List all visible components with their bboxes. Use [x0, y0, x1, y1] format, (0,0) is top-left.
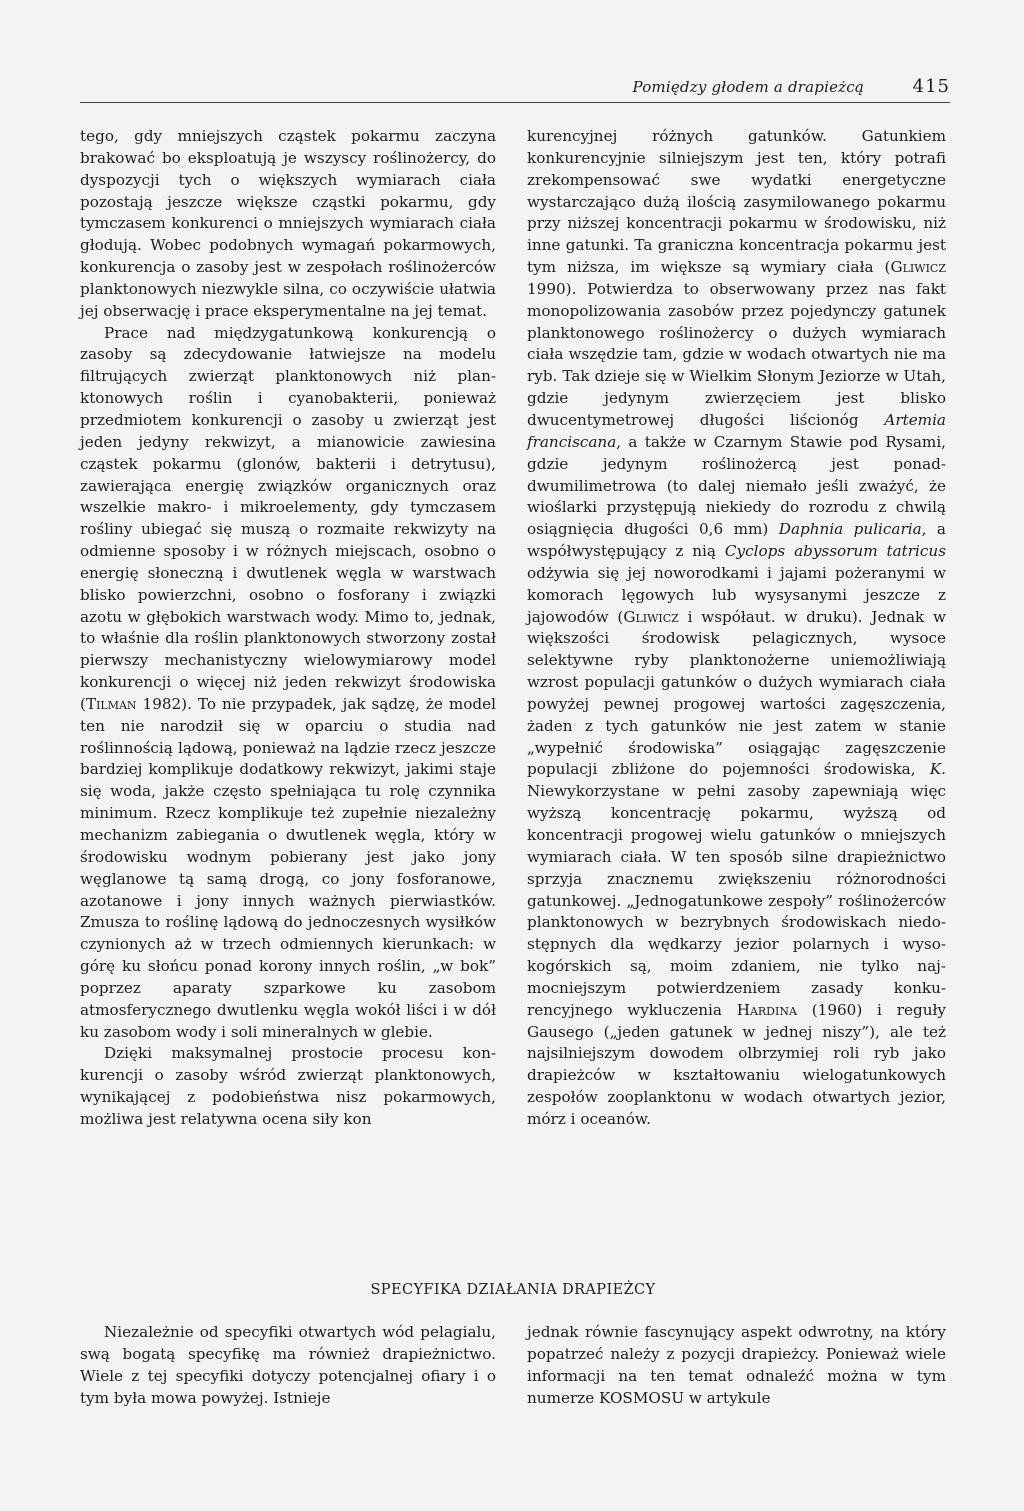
author-name: Gliwicz [623, 607, 679, 626]
species-name: Artemia franciscana [527, 410, 946, 451]
text-run: Niewykorzystane w pełni zasoby zapewniają więc wyższą koncentrację pokarmu, wyższą od koncentracji progowej wielu gatunków o mniejszych wymiarach ciała. W ten sposób silne drapieżnictwo sprzyja znacznemu zwiększeniu różnorodności gatunkowej. „Jednogatunkowe zespoły” roślinożerców planktonowych w bezrybnych środowiskach niedostępnych dla wędkarzy jezior polarnych i wysokogórskich są, moim zdaniem, nie tylko najmocniejszym potwierdzeniem zasady konkurencyjnego wykluczenia [527, 782, 946, 1019]
text-run: Prace nad międzygatunkową konkurencją o zasoby są zdecydowanie łatwiejsze na modelu filtrujących zwierząt planktonowych niż planktonowych roślin i cyanobakterii, ponieważ przedmiotem konkurencji o zasoby u zwierząt jest jeden jedyny rekwizyt, a mianowicie zawiesina cząstek pokarmu (glonów, bakterii i detrytusu), zawierająca energię związków organicznych oraz wszelkie makro- i mikroelementy, gdy tymczasem rośliny ubiegać się muszą o rozmaite rekwizyty na odmienne sposoby i w różnych miejscach, osobno o energię słoneczną i dwutlenek węgla w warstwach blisko powierzchni, osobno o fosforany i związki azotu w głębokich warstwach wody. Mimo to, jednak, to właśnie dla roślin planktonowych stworzony został pierwszy mechanistyczny wielowymiarowy model konkurencji o więcej niż jeden rekwizyt środowiska ( [80, 323, 496, 713]
bottom-right-column [527, 1322, 946, 1409]
paragraph: Niezależnie od specyfiki otwartych wód pelagialu, swą bogatą specyfikę ma również drapieżnictwo. Wiele z tej specyfiki dotyczy potencjalnej ofiary i o tym była mowa powyżej. Istnieje [80, 1323, 496, 1407]
text-run: 1982). To nie przypadek, jak sądzę, że model ten nie narodził się w oparciu o studia nad roślinnością lądową, ponieważ na lądzie rzecz jeszcze bardziej komplikuje dodatkowy rekwizyt, jakimi staje się woda, jakże często spełniająca tu rolę czynnika minimum. Rzecz komplikuje też zupełnie niezależny mechanizm zabiegania o dwutlenek węgla, który w środowisku wodnym pobierany jest jako jony węglanowe tą samą drogą, co jony fosforanowe, azotanowe i jony innych ważnych pierwiastków. Zmusza to roślinę lądową do jednoczesnych wysiłków czynionych aż w trzech odmiennych kierunkach: w górę ku słońcu ponad korony innych roślin, „w bok” poprzez aparaty szparkowe ku zasobom atmosferycznego dwutlenku węgla wokół liści i w dół ku zasobom wody i soli mineralnych w glebie. [80, 694, 496, 1041]
bottom-left-column [80, 1322, 496, 1409]
symbol-k: K. [929, 760, 946, 779]
text-run: odżywia się jej noworodkami i jajami pożeranymi w komorach lęgowych lub wysysanymi jeszcze z jajowodów ( [527, 563, 946, 626]
running-header [80, 76, 950, 103]
text-run: , a współwystępujący z nią [527, 520, 946, 561]
page-number: 415 [912, 76, 950, 97]
text-run: i współaut. w druku). Jednak w większości środowisk pelagicznych, wysoce selektywne ryby planktonożerne uniemożliwiają wzrost populacji gatunków o dużych wymiarach ciała powyżej pewnej progowej wartości zagęszczenia, żaden z tych gatunków nie jest zatem w stanie „wypełnić środowiska” osiągając zagęszczenie populacji zbliżone do pojemności środowiska, [527, 607, 946, 779]
paragraph: Dzięki maksymalnej prostocie procesu konkurencji o zasoby wśród zwierząt planktonowych, wynikającej z podobieństwa nisz pokarmowych, możliwa jest relatywna ocena siły kon [80, 1044, 496, 1128]
author-name: Hardina [736, 1000, 797, 1019]
section-heading: SPECYFIKA DZIAŁANIA DRAPIEŻCY [370, 1282, 656, 1298]
text-run: (1960) i reguły Gausego („jeden gatunek w jednej niszy”), ale też najsilniejszym dowodem olbrzymiej roli ryb jako drapieżców w kształtowaniu wielogatunkowych zespołów zooplanktonu w wodach otwartych jezior, mórz i oceanów. [527, 1000, 946, 1128]
paragraph [527, 126, 946, 1131]
paragraph: tego, gdy mniejszych cząstek pokarmu zaczyna brakować bo eksploatują je wszyscy roślinożercy, do dyspozycji tych o większych wymiarach ciała pozostają jeszcze większe cząstki pokarmu, gdy tymczasem konkurenci o mniejszych wymiarach ciała głodują. Wobec podobnych wymagań pokarmowych, konkurencja o zasoby jest w zespołach roślinożerców planktonowych niezwykle silna, co oczywiście ułatwia jej obserwację i prace eksperymentalne na jej temat. [80, 127, 496, 320]
left-column [80, 126, 496, 1131]
species-name: Cyclops abyssorum tatricus [724, 542, 946, 561]
author-name: Gliwicz [890, 258, 946, 277]
paragraph: jednak równie fascynujący aspekt odwrotny, na który popatrzeć należy z pozycji drapieżcy. Ponieważ wiele informacji na ten temat odnaleźć można w tym numerze KOSMOSU w artykule [527, 1323, 946, 1407]
text-run: kurencyjnej różnych gatunków. Gatunkiem konkurencyjnie silniejszym jest ten, który potrafi zrekompensować swe wydatki energetyczne wystarczająco dużą ilością zasymilowanego pokarmu przy niższej koncentracji pokarmu w środowisku, niż inne gatunki. Ta graniczna koncentracja pokarmu jest tym niższa, im większe są wymiary ciała ( [527, 127, 946, 277]
running-title: Pomiędzy głodem a drapieżcą [632, 78, 864, 96]
paragraph [80, 323, 496, 1044]
species-name: Daphnia pulicaria [778, 520, 922, 539]
text-run: , a także w Czarnym Stawie pod Rysami, gdzie jedynym roślinożercą jest ponad-dwumilimetrowa (to dalej niemało jeśli zważyć, że wioślarki przystępują niekiedy do rozrodu z chwilą osiągnięcia długości 0,6 mm) [527, 432, 946, 539]
author-name: Tilman [85, 694, 137, 713]
right-column [527, 126, 946, 1131]
text-run: 1990). Potwierdza to obserwowany przez nas fakt monopolizowania zasobów przez pojedynczy gatunek planktonowego roślinożercy o dużych wymiarach ciała wszędzie tam, gdzie w wodach otwartych nie ma ryb. Tak dzieje się w Wielkim Słonym Jeziorze w Utah, gdzie jedynym zwierzęciem jest blisko dwucentymetrowej długości liścionóg [527, 279, 946, 429]
